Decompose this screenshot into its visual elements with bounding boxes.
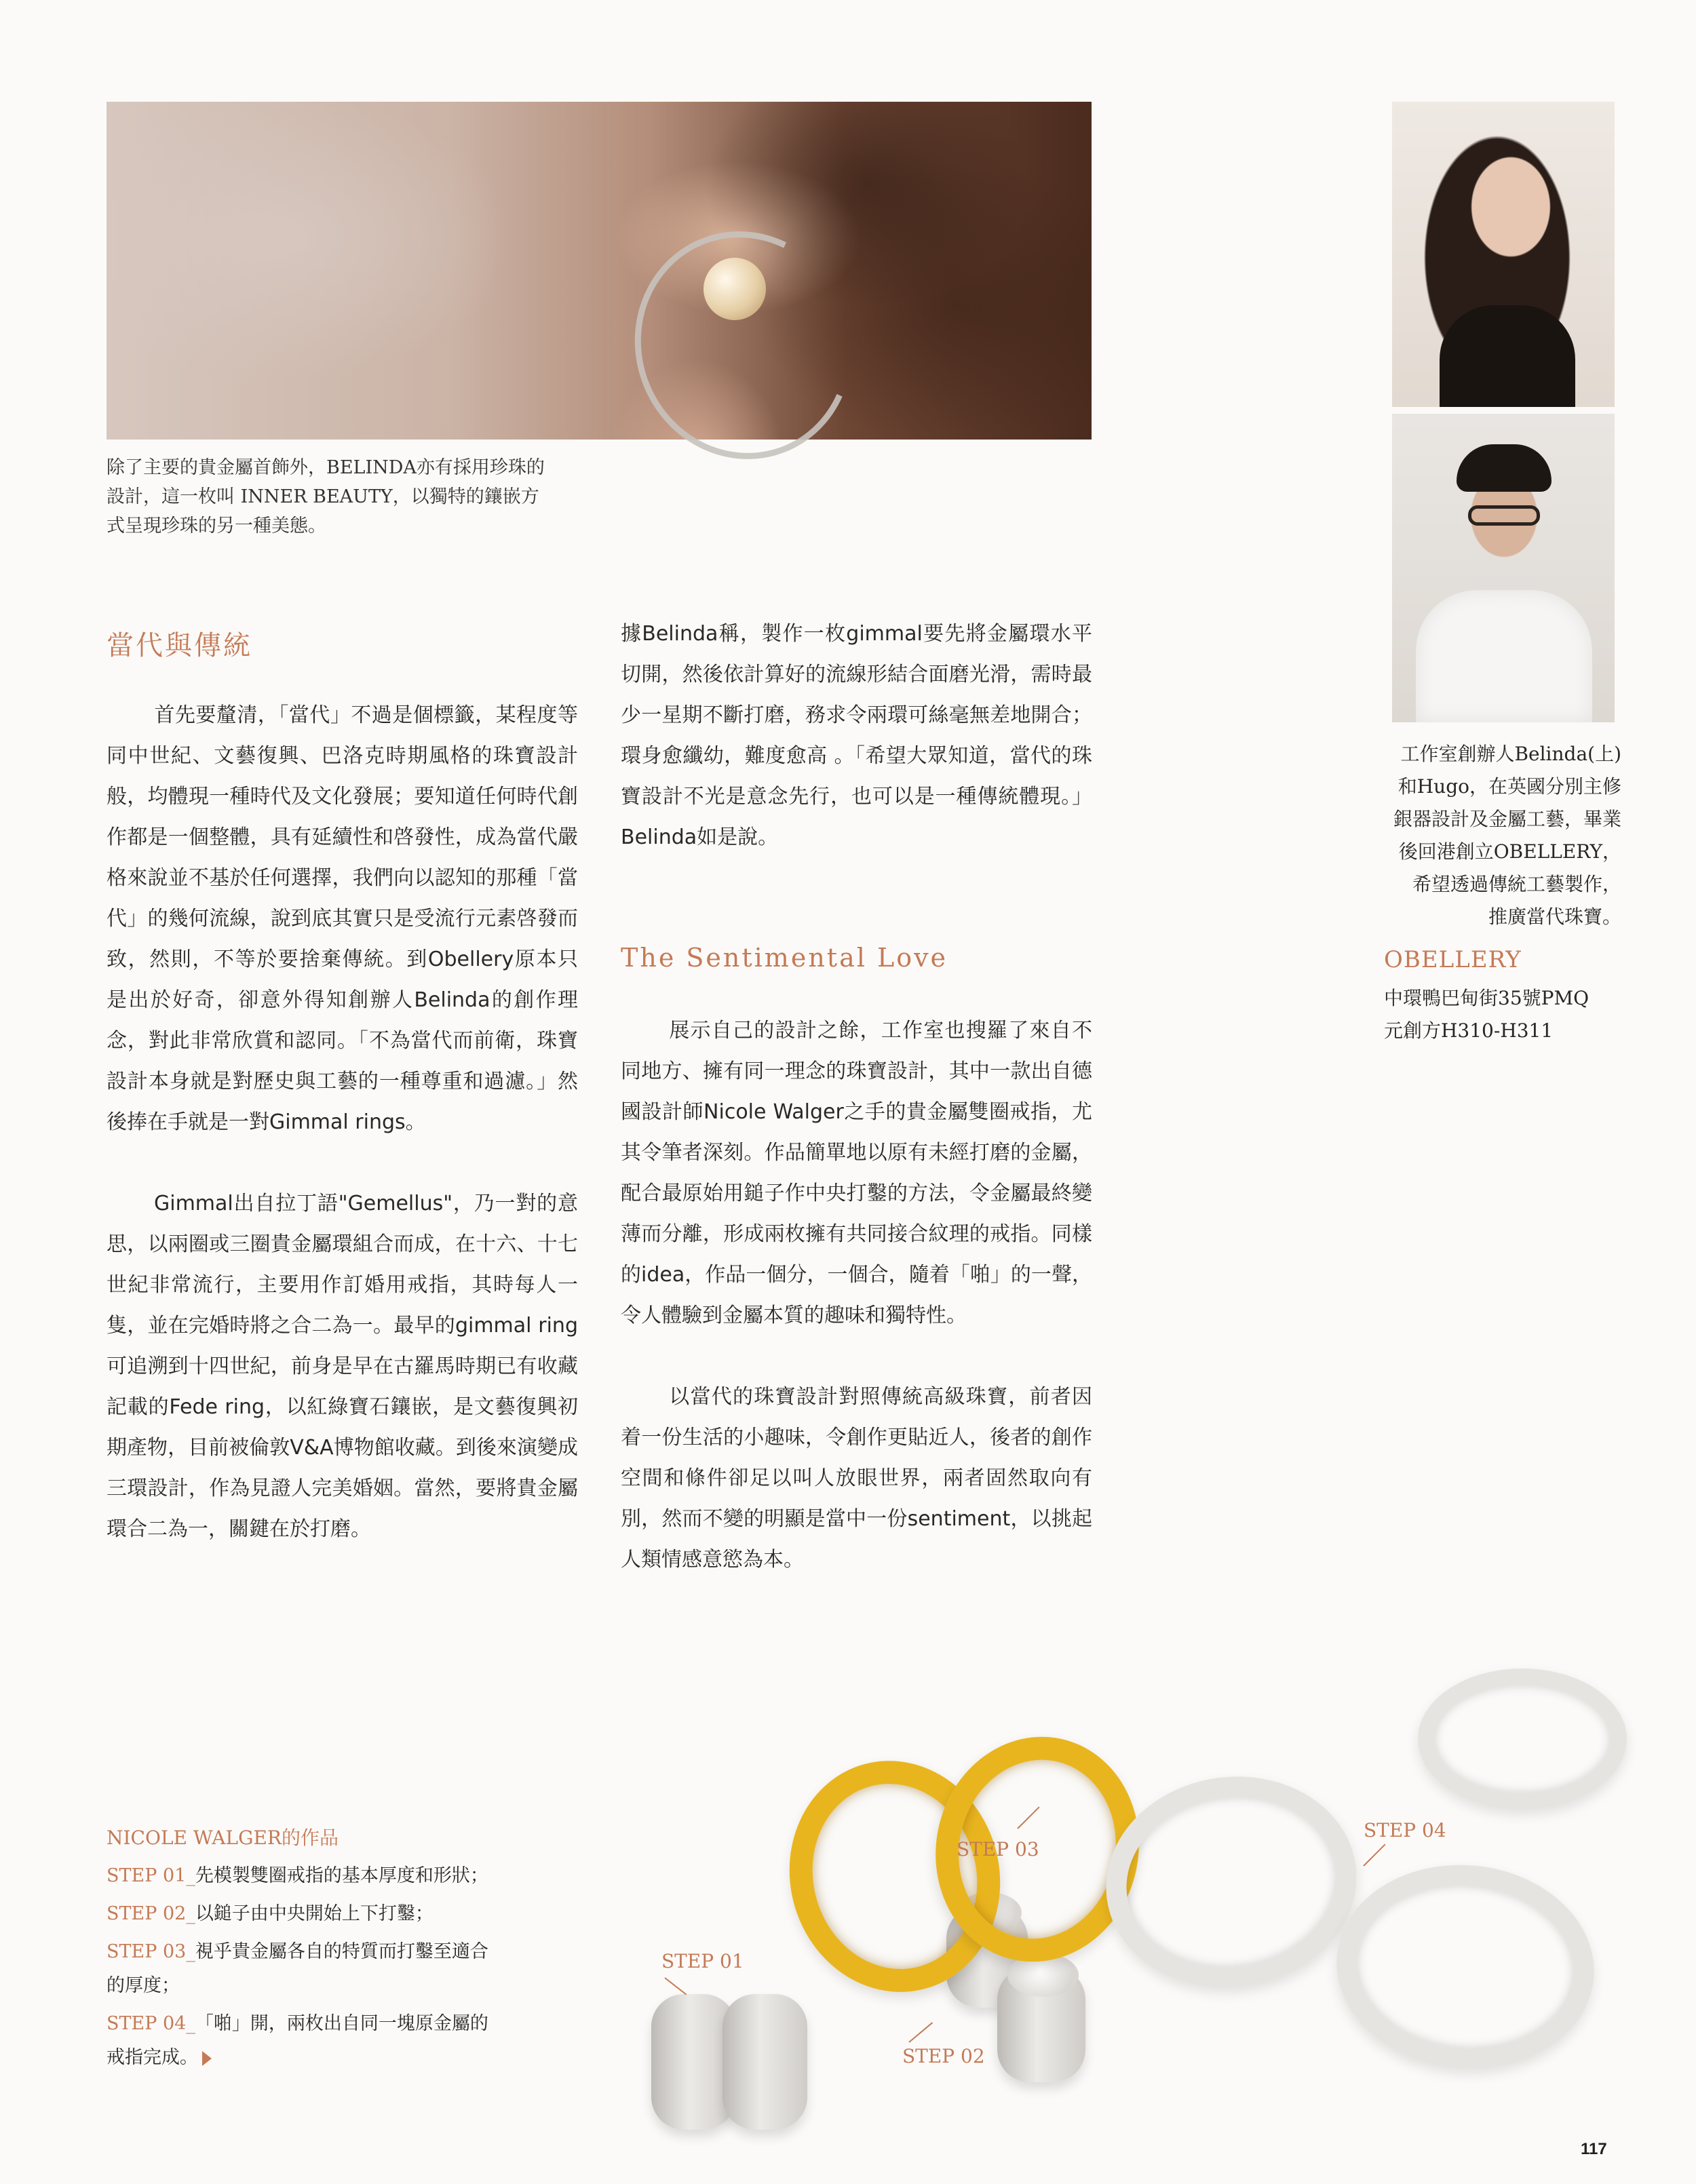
step-label: STEP 02_ <box>107 1903 195 1924</box>
step-label: STEP 04_ <box>107 2013 195 2034</box>
end-arrow-icon <box>202 2051 212 2066</box>
step-pointer-line <box>1363 1844 1385 1866</box>
step-text-cont: 的厚度； <box>107 1975 180 1996</box>
silver-ring-left <box>1092 1761 1370 2004</box>
step-tag: STEP 02 <box>902 2045 985 2067</box>
column-one <box>107 695 578 1550</box>
body-paragraph <box>107 695 578 1143</box>
caption-line: 工作室創辦人Belinda(上) <box>1400 743 1621 765</box>
caption-line: 後回港創立OBELLERY， <box>1398 840 1621 863</box>
steps-list <box>107 1821 554 2079</box>
body-paragraph <box>621 1011 1092 1336</box>
page-number: 117 <box>1581 2140 1607 2158</box>
caption-line: 銀器設計及金屬工藝，畢業 <box>1393 808 1621 830</box>
section-heading: 當代與傳統 <box>107 630 252 661</box>
pearl <box>704 258 766 320</box>
step-pointer-line <box>664 1977 687 1995</box>
body-paragraph <box>107 1184 578 1550</box>
paragraph-text: 首先要釐清，「當代」不過是個標籤，某程度等同中世紀、文藝復興、巴洛克時期風格的珠寶設計般，均體現一種時代及文化發展；要知道任何時代創作都是一個整體，具有延續性和啓發性，成為當代嚴格來說並不基於任何選擇，我們向以認知的那種「當代」的幾何流線，說到底其實只是受流行元素啓發而致，然則，不等於要捨棄傳統。到Obellery原本只是出於好奇，卻意外得知創辦人Belinda的創作理念，對此非常欣賞和認同。「不為當代而前衛，珠寶設計本身就是對歷史與工藝的一種尊重和過濾。」然後捧在手就是一對Gimmal rings。 <box>107 703 578 1134</box>
founders-caption <box>1384 738 1621 933</box>
step-tag: STEP 03 <box>957 1838 1039 1860</box>
step-row <box>107 1897 554 1931</box>
address-line: 中環鴨巴甸街35號PMQ <box>1384 987 1589 1009</box>
step-pointer-line <box>908 2022 933 2042</box>
silver-ring-right <box>1328 1854 1603 2080</box>
caption-line: 式呈現珍珠的另一種美態。 <box>107 515 326 537</box>
step-tag: STEP 04 <box>1364 1819 1446 1841</box>
portrait-shirt <box>1416 590 1592 722</box>
step-text-cont <box>107 2041 554 2075</box>
shop-address <box>1384 982 1621 1047</box>
hugo-portrait <box>1392 414 1615 722</box>
column-two-lower <box>621 1011 1092 1580</box>
paragraph-text: Gimmal出自拉丁語"Gemellus"，乃一對的意思，以兩圈或三圈貴金屬環組合而成，在十六、十七世紀非常流行，主要用作訂婚用戒指，其時每人一隻，並在完婚時將之合二為一。最早的gimmal ring可追溯到十四世紀，前身是早在古羅馬時期已有收藏記載的Fede ring，以紅綠寶石鑲嵌，是文藝復興初期產物，目前被倫敦V&A博物館收藏。到後來演變成三環設計，作為見證人完美婚姻。當然，要將貴金屬環合二為一，關鍵在於打磨。 <box>107 1192 578 1541</box>
step-row <box>107 1859 554 1893</box>
step-text: 「啪」開，兩枚出自同一塊原金屬的 <box>195 2013 488 2034</box>
step01-block-right <box>722 1994 807 2130</box>
step-row <box>107 1935 554 2003</box>
step-row <box>107 2007 554 2075</box>
caption-line: 希望透過傳統工藝製作， <box>1412 873 1621 895</box>
photo-caption <box>107 453 609 541</box>
step-label: STEP 03_ <box>107 1941 195 1962</box>
portrait-glasses <box>1468 505 1540 526</box>
step-label: STEP 01_ <box>107 1865 195 1886</box>
body-paragraph: 據Belinda稱，製作一枚gimmal要先將金屬環水平切開，然後依計算好的流線形結合面磨光滑，需時最少一星期不斷打磨，務求令兩環可絲毫無差地開合；環身愈纖幼，難度愈高 。「希望大眾知道，當代的珠寶設計不光是意念先行，也可以是一種傳統體現。」Belinda如是說。 <box>621 622 1092 849</box>
address-line: 元創方H310-H311 <box>1384 1019 1554 1042</box>
body-paragraph <box>621 1377 1092 1580</box>
portrait-hair <box>1457 444 1552 492</box>
belinda-portrait <box>1392 102 1615 407</box>
step-text-cont-text: 戒指完成。 <box>107 2047 198 2068</box>
caption-line: 和Hugo，在英國分別主修 <box>1398 775 1621 798</box>
section-heading-en: The Sentimental Love <box>621 943 948 973</box>
silver-ring-top <box>1418 1669 1627 1810</box>
caption-line: 除了主要的貴金屬首飾外，BELINDA亦有採用珍珠的 <box>107 457 545 478</box>
column-two <box>621 614 1092 858</box>
steps-title: NICOLE WALGER的作品 <box>107 1827 339 1849</box>
step-tag: STEP 01 <box>661 1950 744 1972</box>
step-text: 視乎貴金屬各自的特質而打鑿至適合 <box>195 1941 488 1962</box>
caption-line: 推廣當代珠寶。 <box>1488 905 1621 928</box>
ring-pearl-photo <box>107 102 1092 440</box>
portrait-dress <box>1440 305 1575 407</box>
brand-name: OBELLERY <box>1384 946 1522 973</box>
caption-line: 設計，這一枚叫 INNER BEAUTY，以獨特的鑲嵌方 <box>107 486 539 507</box>
paragraph-text: 以當代的珠寶設計對照傳統高級珠寶，前者因着一份生活的小趣味，令創作更貼近人，後者的創作空間和條件卻足以叫人放眼世界，兩者固然取向有別，然而不變的明顯是當中一份sentiment，以挑起人類情感意慾為本。 <box>621 1385 1092 1572</box>
step-text: 以鎚子由中央開始上下打鑿； <box>195 1903 433 1924</box>
step-text: 先模製雙圈戒指的基本厚度和形狀； <box>195 1865 488 1886</box>
rings-steps-photo <box>638 1641 1696 2184</box>
paragraph-text: 展示自己的設計之餘，工作室也搜羅了來自不同地方、擁有同一理念的珠寶設計，其中一款出自德國設計師Nicole Walger之手的貴金屬雙圈戒指，尤其令筆者深刻。作品簡單地以原有未經打磨的金屬，配合最原始用鎚子作中央打鑿的方法，令金屬最終變薄而分離，形成兩枚擁有共同接合紋理的戒指。同樣的idea，作品一個分，一個合，隨着「啪」的一聲，令人體驗到金屬本質的趣味和獨特性。 <box>621 1019 1092 1327</box>
ring-band <box>603 201 884 490</box>
